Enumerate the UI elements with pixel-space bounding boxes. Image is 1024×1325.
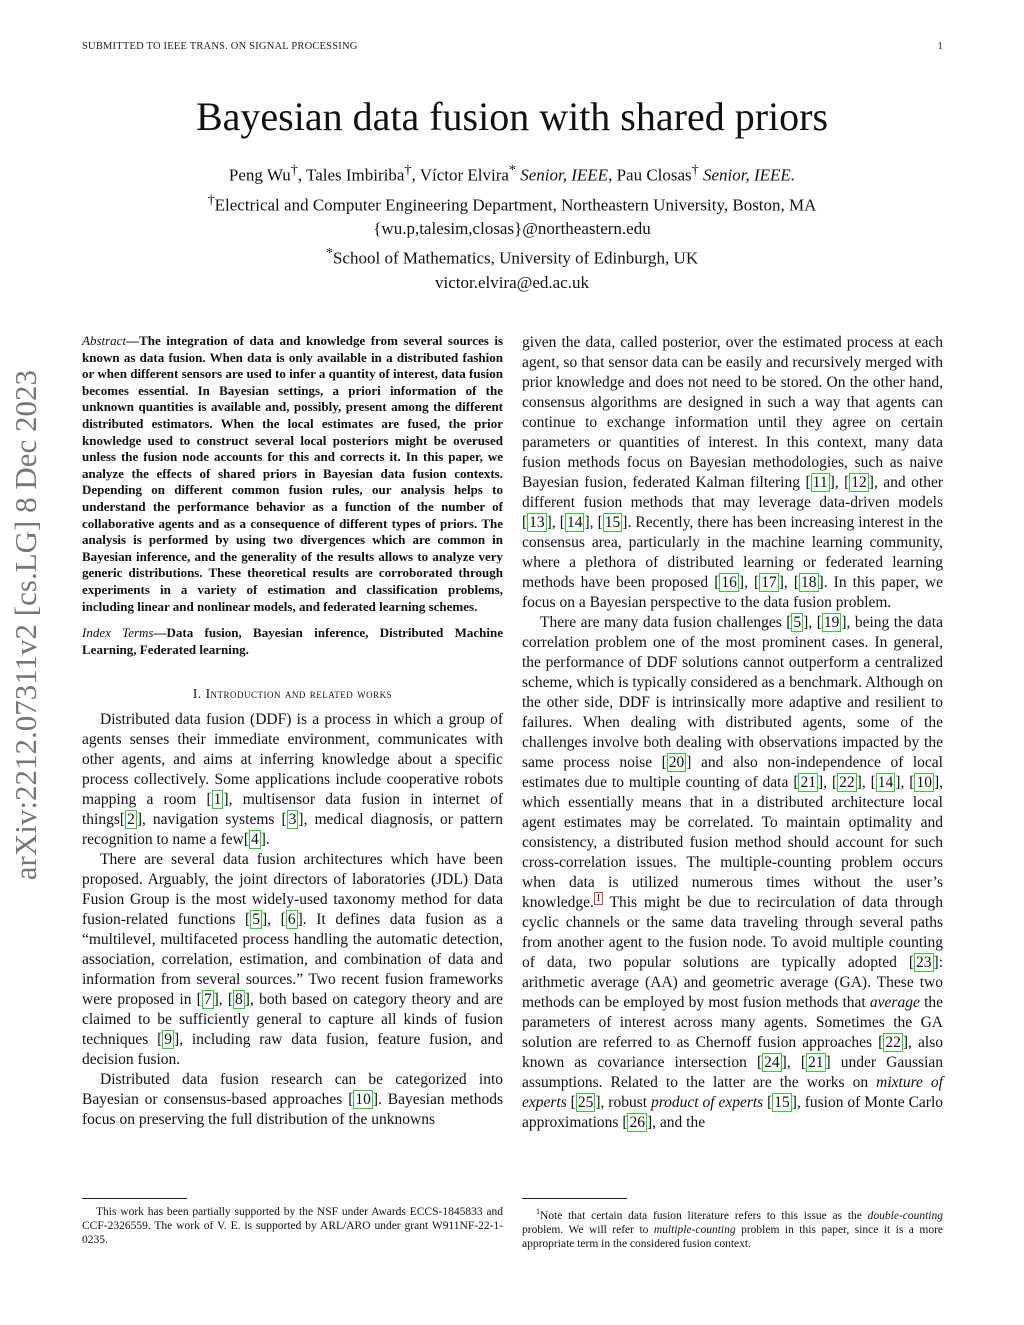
citation-link[interactable]: 18: [801, 574, 817, 591]
page-number: 1: [937, 41, 943, 52]
paragraph: There are several data fusion architectures which have been proposed. Arguably, the joint directors of laboratories (JDL) Data Fusion Group is the most widely-used taxonomy method for data fusion-related functions [ 5 ], [ 6 ]. It defines data fusion as a “multilevel, multifaceted process handling the automatic detection, association, correlation, estimation, and combination of data and information from several sources.” Two recent fusion frameworks were proposed in [ 7 ], [ 8 ], both based on category theory and are claimed to be sufficiently general to capture all kinds of fusion techniques [ 9 ], including raw data fusion, feature fusion, and decision fusion.: [82, 851, 504, 1069]
paragraph: There are many data fusion challenges [ 5 ], [ 19 ], being the data correlation problem one of the most prominent cases. In general, the performance of DDF solutions cannot outperform a centralized scheme, which is typically considered as a benchmark. Although on the other side, DDF is intrinsically more adaptive and resilient to failures. When dealing with distributed agents, some of the challenges involve both dealing with observations impacted by the same process noise [ 20 ] and also non-independence of local estimates due to multiple counting of data [ 21 ], [ 22 ], [ 14 ], [ 10 ], which essentially means that in a distributed architecture local agent estimates may be correlated. To maintain optimality and consistency, a distributed fusion method should account for such cross-correlation issues. The multiple-counting problem occurs when data is utilized numerous times without the user’s knowledge. $^1$ This might be due to recirculation of data through cyclic channels or the same data traveling through several paths from another agent to the fusion node. To avoid multiple counting of data, two popular solutions are typically adopted [ 23 ]: arithmetic average (AA) and geometric average (GA). These two methods can be employed by most fusion methods that average the parameters of interest across many agents. Sometimes the GA solution are referred to as Chernoff fusion approaches [ 22 ], also known as covariance intersection [ 24 ], [ 21 ] under Gaussian assumptions. Related to the latter are the works on mixture of experts [ 25 ], robust product of experts [ 15 ], fusion of Monte Carlo approximations [ 26 ], and the: [522, 614, 944, 1131]
text: ,: [823, 774, 832, 791]
text: the parameters of interest across many agents. Sometimes the GA solution are referred to as Chernoff fusion approaches: [522, 994, 943, 1051]
text: ,: [786, 1054, 801, 1071]
text: ,: [551, 514, 560, 531]
paragraph: given the data, called posterior, over the estimated process at each agent, so that sensor data can be easily and recursively merged with prior knowledge and does not need to be stored. On the other hand, consensus algorithms are designed in such a way that agents can continue to exchange information until they agree on certain parameters or quantities of interest. In this context, many data fusion methods focus on Bayesian methodologies, such as naive Bayesian fusion, federated Kalman filtering [ 11 ], [ 12 ], and other different fusion methods that may leverage data-driven models [ 13 ], [ 14 ], [ 15 ]. Recently, there has been increasing interest in the consensus area, particularly in the machine learning community, where a plethora of distributed learning or federated learning methods have been proposed [ 16 ], [ 17 ], [ 18 ]. In this paper, we focus on a Bayesian perspective to the data fusion problem.: [522, 334, 944, 611]
author-imbiriba: , Tales Imbiriba: [297, 165, 405, 185]
citation-link[interactable]: 19: [823, 614, 840, 631]
text: and also non-independence of local estimates due to multiple counting of data: [522, 754, 943, 791]
text: , fusion of Monte Carlo approximations: [522, 1094, 944, 1131]
author-closas: , Pau Closas: [608, 165, 692, 185]
author-title: Senior, IEEE: [520, 165, 609, 185]
text: problem in this paper, since it is a more appropriate term in the considered fusion context.: [522, 1223, 944, 1250]
abstract: [82, 333, 503, 615]
emphasis: product of experts: [650, 1094, 764, 1111]
affiliation-1: [0, 188, 1024, 218]
section-heading: [82, 686, 503, 702]
author-line: [0, 158, 1024, 188]
citation-link[interactable]: 22: [839, 774, 855, 791]
text: ,: [589, 514, 598, 531]
email-2: victor.elvira@ed.ac.uk: [435, 272, 589, 292]
author-wu: Peng Wu: [228, 165, 291, 185]
affiliation-text: Electrical and Computer Engineering Department, Northeastern University, Boston, MA: [214, 195, 817, 215]
index-terms: [82, 625, 503, 658]
citation-link[interactable]: 5: [793, 614, 802, 631]
text: ,: [783, 574, 794, 591]
text: , navigation systems: [142, 811, 282, 829]
running-header: SUBMITTED TO IEEE TRANS. ON SIGNAL PROCESSING: [82, 41, 358, 52]
citation-link[interactable]: 15: [604, 514, 621, 531]
footnote-rule: [522, 1198, 627, 1199]
citation-link[interactable]: 25: [577, 1094, 594, 1111]
dagger-mark: †: [290, 162, 298, 178]
text: Distributed data fusion (DDF) is a process in which a group of agents senses their immediate environment, communicates with other agents, and aims at inferring knowledge about a specific process collectively. Some applications include cooperative robots mapping a room: [82, 711, 503, 809]
citation-link[interactable]: 5: [252, 911, 260, 929]
author-elvira: , Víctor Elvira: [411, 165, 509, 185]
paper-title: Bayesian data fusion with shared priors: [195, 94, 829, 139]
text: , both based on category theory and are claimed to be sufficiently general to capture all kinds of fusion techniques: [82, 991, 504, 1049]
text: , and other different fusion methods that may leverage data-driven models: [522, 474, 944, 511]
text: , including raw data fusion, feature fusion, and decision fusion.: [82, 1031, 503, 1069]
citation-link[interactable]: 20: [668, 754, 685, 771]
index-terms-text: —Data fusion, Bayesian inference, Distributed Machine Learning, Federated learning.: [82, 625, 503, 657]
text: problem. We will refer to: [522, 1223, 654, 1236]
text: . Recently, there has been increasing interest in the consensus area, particularly in the machine learning community, where a plethora of distributed learning or federated learning methods have been proposed: [522, 514, 944, 591]
citation-link[interactable]: 23: [916, 954, 932, 971]
footnote-1: [522, 1205, 943, 1251]
citation-link[interactable]: 14: [877, 774, 894, 791]
text: given the data, called posterior, over the estimated process at each agent, so that sensor data can be easily and recursively merged with prior knowledge and does not need to be stored. On the other hand, consensus algorithms are designed in such a way that agents can continue to exchange information until they agree on certain parameters or quantities of interest. In this context, many data fusion methods focus on Bayesian methodologies, such as naive Bayesian fusion, federated Kalman filtering: [522, 334, 943, 491]
text: . In this paper, we focus on a Bayesian perspective to the data fusion problem.: [522, 574, 943, 611]
affiliation-2: [0, 241, 1024, 271]
citation-link[interactable]: 17: [761, 574, 777, 591]
text: [763, 1094, 767, 1111]
text: , and the: [652, 1114, 706, 1131]
dagger-mark: †: [691, 162, 699, 178]
emphasis: mixture of experts: [522, 1074, 943, 1111]
email-1: {wu.p,talesim,closas}@northeastern.edu: [373, 219, 651, 239]
text: : arithmetic average (AA) and geometric average (GA). These two methods can be employed by most fusion methods that: [522, 954, 943, 1011]
star-mark: *: [325, 245, 333, 262]
citation-link[interactable]: 4: [251, 831, 259, 849]
citation-link[interactable]: 21: [800, 774, 816, 791]
text: , which essentially means that in a distributed architecture local agent estimates may be correlated. To maintain optimality and consistency, a distributed fusion method should account for such cross-correlation issues. The multiple-counting problem occurs when data is utilized numerous times without the user’s knowledge.: [522, 774, 943, 911]
abstract-text: —The integration of data and knowledge from several sources is known as data fusion. When data is only available in a distributed fashion or when different sensors are used to infer a quantity of interest, data fusion becomes essential. In Bayesian settings, a priori information of the unknown quantities is available and, possibly, present among the different distributed estimators. When the local estimates are fused, the prior knowledge used to construct several local posteriors might be overused unless the fusion node accounts for this and corrects it. In this paper, we analyze the effects of shared priors in Bayesian data fusion contexts. Depending on different common fusion rules, our analysis helps to understand the performance behavior as a function of the number of collaborative agents and as a consequence of different types of priors. The analysis is performed by using two divergences which are common in Bayesian inference, and the generality of the results allows to analyze very generic distributions. These theoretical results are corroborated through experiments in a variety of estimation and classification problems, including linear and nonlinear models, and federated learning schemes.: [82, 333, 503, 614]
footnote-rule: [82, 1198, 187, 1199]
citation-link[interactable]: 1: [213, 791, 222, 809]
author-block: [0, 158, 1024, 295]
paragraph: Distributed data fusion research can be categorized into Bayesian or consensus-based approaches [ 10 ]. Bayesian methods focus on preserving the full distribution of the unknowns: [82, 1071, 504, 1129]
citation-link[interactable]: 12: [851, 474, 867, 491]
text: ,: [900, 774, 910, 791]
footnote-mark: 1: [536, 1207, 540, 1216]
citation-link[interactable]: 6: [287, 911, 296, 929]
citation-link[interactable]: 21: [808, 1054, 824, 1071]
citation-link[interactable]: 15: [774, 1094, 790, 1111]
text: under Gaussian assumptions. Related to the latter are the works on: [522, 1054, 944, 1091]
right-column: [522, 333, 943, 1133]
text: .: [265, 831, 270, 849]
emphasis: double-counting: [867, 1209, 943, 1222]
citation-link[interactable]: 10: [355, 1091, 371, 1109]
affiliation-text: School of Mathematics, University of Edinburgh, UK: [332, 248, 699, 268]
text: , medical diagnosis, or pattern recognition to name a few: [82, 811, 503, 849]
text: , robust: [600, 1094, 651, 1111]
citation-link[interactable]: 2: [127, 811, 135, 829]
text: . Bayesian methods focus on preserving the full distribution of the unknowns: [82, 1091, 504, 1129]
citation-link[interactable]: 22: [885, 1034, 901, 1051]
citation-link[interactable]: 13: [529, 514, 545, 531]
emphasis: average: [869, 994, 920, 1011]
citation-link[interactable]: 10: [916, 774, 932, 791]
text: Distributed data fusion research can be categorized into Bayesian or consensus-based approaches: [82, 1071, 503, 1109]
text: . It defines data fusion as a “multilevel, multifaceted process handling the automatic detection, association, correlation, estimation, and combination of data and information from several sources.” Two recent fusion frameworks were proposed in: [82, 911, 503, 1009]
left-column: [82, 333, 503, 1130]
star-mark: *: [508, 162, 516, 178]
paragraph: Distributed data fusion (DDF) is a process in which a group of agents senses their immediate environment, communicates with other agents, and aims at inferring knowledge about a specific process collectively. Some applications include cooperative robots mapping a room [ 1 ], multisensor data fusion in internet of things[ 2 ], navigation systems [ 3 ], medical diagnosis, or pattern recognition to name a few[ 4 ].: [82, 711, 503, 849]
text: There are many data fusion challenges: [540, 614, 787, 631]
citation-link[interactable]: 24: [764, 1054, 780, 1071]
dagger-mark: †: [404, 162, 412, 178]
text: ,: [267, 911, 281, 929]
text: ,: [861, 774, 871, 791]
text: ,: [218, 991, 228, 1009]
funding-footnote: This work has been partially supported by the NSF under Awards ECCS-1845833 and CCF-2326559. The work of V. E. is supported by ARL/ARO under grant W911NF-22-1-0235.: [82, 1206, 503, 1246]
citation-link[interactable]: 11: [812, 474, 828, 491]
index-terms-label: Index Terms: [82, 625, 154, 641]
author-title: Senior, IEEE.: [703, 165, 796, 185]
abstract-label: Abstract: [82, 333, 127, 348]
text: This might be due to recirculation of data through cyclic channels or the same data traveling through several paths from another agent to the fusion node. To avoid multiple counting of data, two popular solutions are typically adopted: [522, 894, 943, 971]
text: Note that certain data fusion literature refers to this issue as the: [540, 1209, 868, 1222]
citation-link[interactable]: 9: [164, 1031, 173, 1049]
text: [567, 1094, 571, 1111]
text: There are several data fusion architectures which have been proposed. Arguably, the joint directors of laboratories (JDL) Data Fusion Group is the most widely-used taxonomy method for data fusion-related functions: [82, 851, 503, 929]
text: , being the data correlation problem one of the most prominent cases. In general, the performance of DDF solutions cannot outperform a centralized scheme, which is typically considered as a benchmark. Although on the other side, DDF is intrinsically more adaptive and resilient to failures. When dealing with distributed agents, some of the challenges involve both dealing with observations impacted by the same process noise: [522, 614, 943, 771]
citation-link[interactable]: 8: [235, 991, 243, 1009]
citation-link[interactable]: 3: [288, 811, 297, 829]
text: , multisensor data fusion in internet of things: [82, 791, 503, 829]
dagger-mark: †: [207, 191, 215, 208]
emphasis: multiple-counting: [653, 1223, 736, 1236]
citation-link[interactable]: 14: [566, 514, 583, 531]
citation-link[interactable]: 26: [629, 1114, 645, 1131]
section-title: Introduction and related works: [205, 686, 393, 702]
text: ,: [808, 614, 817, 631]
section-number: I.: [192, 686, 206, 702]
footnote-link[interactable]: 1: [595, 892, 601, 904]
citation-link[interactable]: 7: [203, 991, 212, 1009]
arxiv-id: arXiv:2212.07311v2 [cs.LG] 8 Dec 2023: [8, 370, 43, 881]
text: ,: [834, 474, 845, 491]
citation-link[interactable]: 16: [721, 574, 737, 591]
text: ,: [744, 574, 755, 591]
text: , also known as covariance intersection: [522, 1034, 944, 1071]
